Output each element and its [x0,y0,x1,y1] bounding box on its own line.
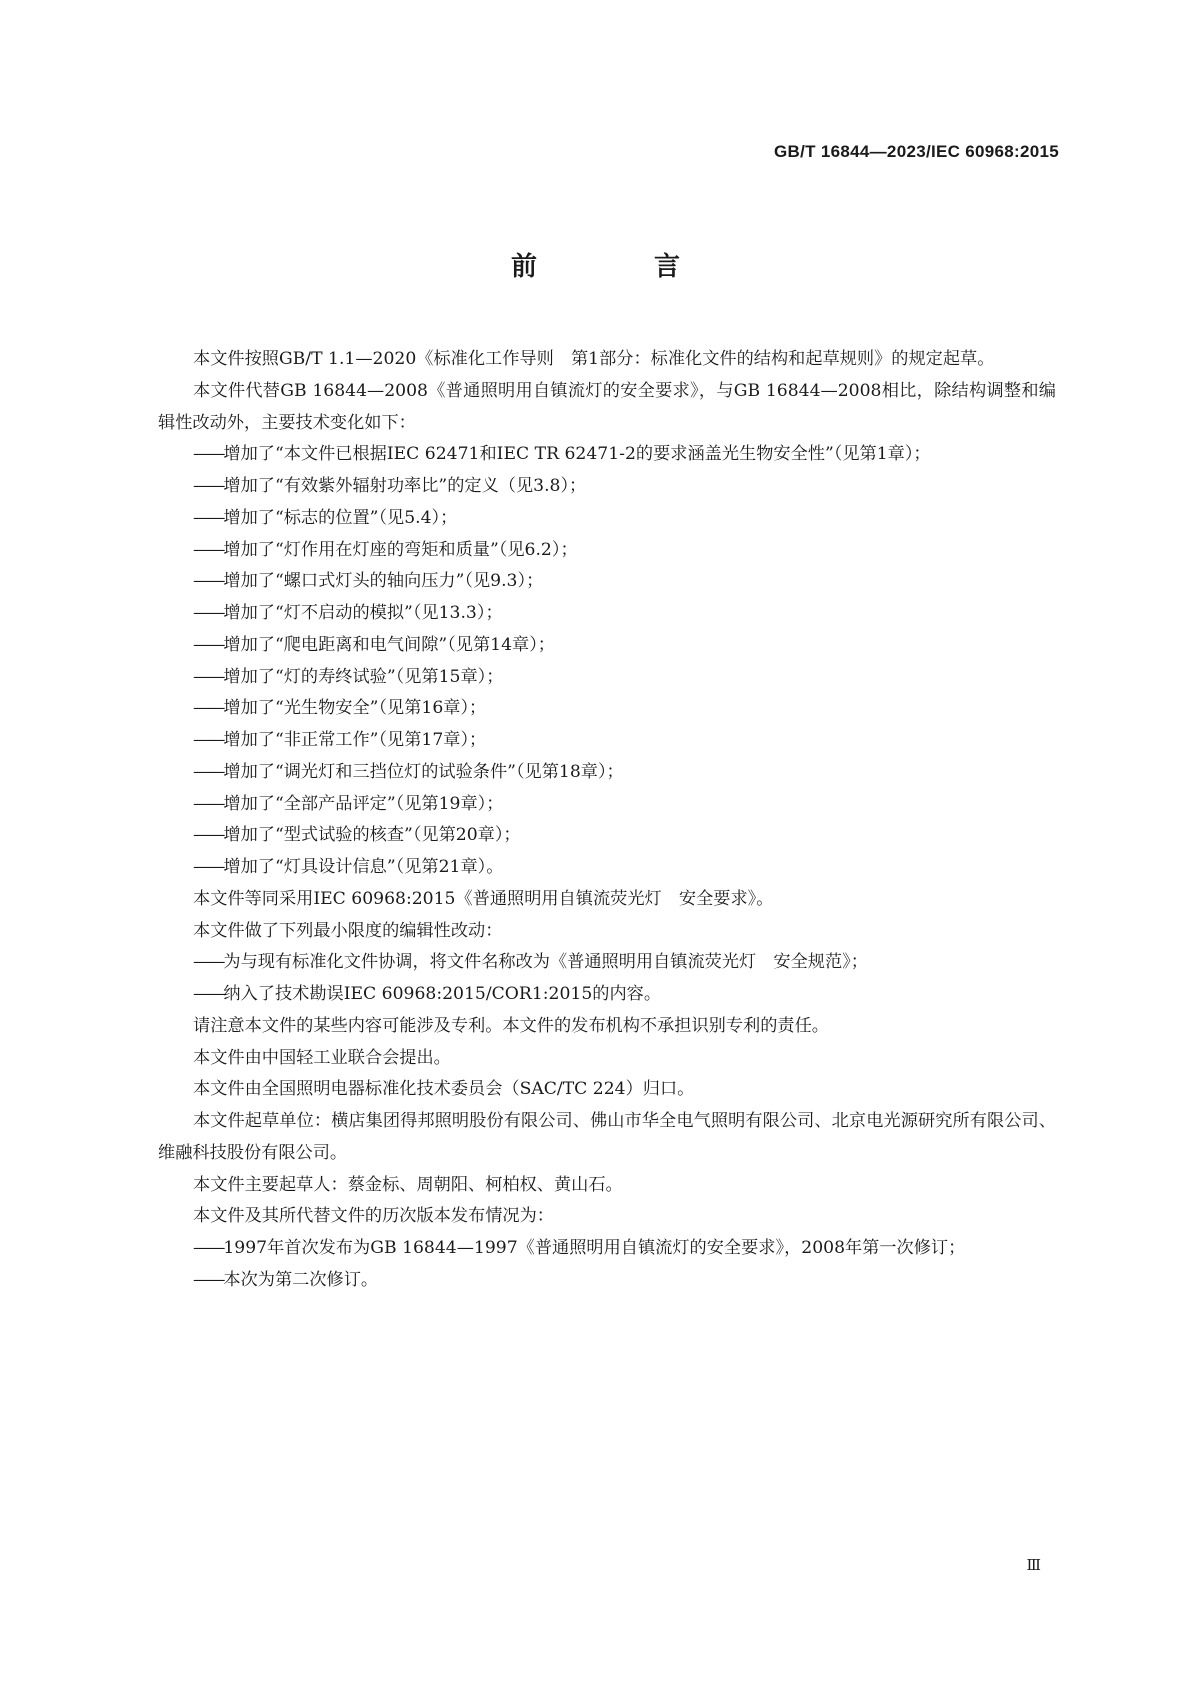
editorial-changes-list [158,947,1056,1011]
paragraph-drafting-basis: 本文件按照GB/T 1.1—2020《标准化工作导则 第1部分：标准化文件的结构和起草规则》的规定起草。 [193,349,995,369]
list-item: ——增加了“本文件已根据IEC 62471和IEC TR 62471-2的要求涵盖光生物安全性”（见第1章）； [158,439,1056,471]
standard-code: GB/T 16844—2023/IEC 60968:2015 [774,142,1059,161]
list-item: ——增加了“灯具设计信息”（见第21章）。 [158,852,1056,884]
list-item: ——增加了“型式试验的核查”（见第20章）； [158,820,1056,852]
dash: —— [193,539,224,560]
dash: —— [193,507,224,528]
list-item: ——纳入了技术勘误IEC 60968:2015/COR1:2015的内容。 [158,979,1056,1011]
list-item: ——为与现有标准化文件协调，将文件名称改为《普通照明用自镇流荧光灯 安全规范》； [158,947,1056,979]
list-item: ——增加了“标志的位置”（见5.4）； [158,503,1056,535]
dash: —— [193,476,224,496]
dash: —— [193,1269,224,1290]
dash: —— [193,793,224,814]
foreword-body [158,344,1056,1297]
paragraph-equivalence: 本文件等同采用IEC 60968:2015《普通照明用自镇流荧光灯 安全要求》。 [193,888,774,909]
paragraph-drafters: 本文件主要起草人：蔡金标、周朝阳、柯柏权、黄山石。 [193,1174,623,1195]
list-item: ——增加了“有效紫外辐射功率比”的定义（见3.8）； [158,471,1056,503]
paragraph-proposer: 本文件由中国轻工业联合会提出。 [193,1047,451,1068]
list-item: ——增加了“螺口式灯头的轴向压力”（见9.3）； [158,566,1056,598]
list-item: ——1997年首次发布为GB 16844—1997《普通照明用自镇流灯的安全要求》，2008年第一次修订； [158,1233,1056,1265]
list-item: ——增加了“全部产品评定”（见第19章）； [158,789,1056,821]
dash: —— [193,730,224,750]
paragraph-patent-notice: 请注意本文件的某些内容可能涉及专利。本文件的发布机构不承担识别专利的责任。 [193,1015,829,1036]
technical-changes-list [158,439,1056,884]
dash: —— [193,984,224,1004]
dash: —— [193,634,224,655]
version-history-list [158,1233,1056,1297]
dash: —— [193,666,224,687]
list-item: ——增加了“灯的寿终试验”（见第15章）； [158,662,1056,694]
list-item: ——增加了“光生物安全”（见第16章）； [158,693,1056,725]
list-item: ——增加了“非正常工作”（见第17章）； [158,725,1056,757]
paragraph-editorial-changes: 本文件做了下列最小限度的编辑性改动： [193,920,503,941]
dash: —— [193,761,224,782]
dash: —— [193,603,224,623]
paragraph-replacement: 本文件代替GB 16844—2008《普通照明用自镇流灯的安全要求》，与GB 16844—2008相比，除结构调整和编辑性改动外，主要技术变化如下： [158,380,1056,433]
dash: —— [193,444,224,465]
list-item: ——增加了“灯作用在灯座的弯矩和质量”（见6.2）； [158,535,1056,567]
page-number: Ⅲ [1026,1556,1041,1574]
list-item: ——本次为第二次修订。 [158,1265,1056,1297]
page-title: 前 言 [510,252,735,282]
dash: —— [193,698,224,719]
dash: —— [193,571,224,592]
dash: —— [193,825,224,846]
paragraph-version-history: 本文件及其所代替文件的历次版本发布情况为： [193,1206,554,1227]
dash: —— [193,857,224,877]
list-item: ——增加了“爬电距离和电气间隙”（见第14章）； [158,630,1056,662]
list-item: ——增加了“调光灯和三挡位灯的试验条件”（见第18章）； [158,757,1056,789]
paragraph-responsible-committee: 本文件由全国照明电器标准化技术委员会（SAC/TC 224）归口。 [193,1079,695,1100]
list-item: ——增加了“灯不启动的模拟”（见13.3）； [158,598,1056,630]
dash: —— [193,1238,224,1258]
paragraph-drafting-organizations: 本文件起草单位：横店集团得邦照明股份有限公司、佛山市华全电气照明有限公司、北京电光源研究所有限公司、维融科技股份有限公司。 [158,1111,1056,1163]
dash: —— [193,952,224,973]
